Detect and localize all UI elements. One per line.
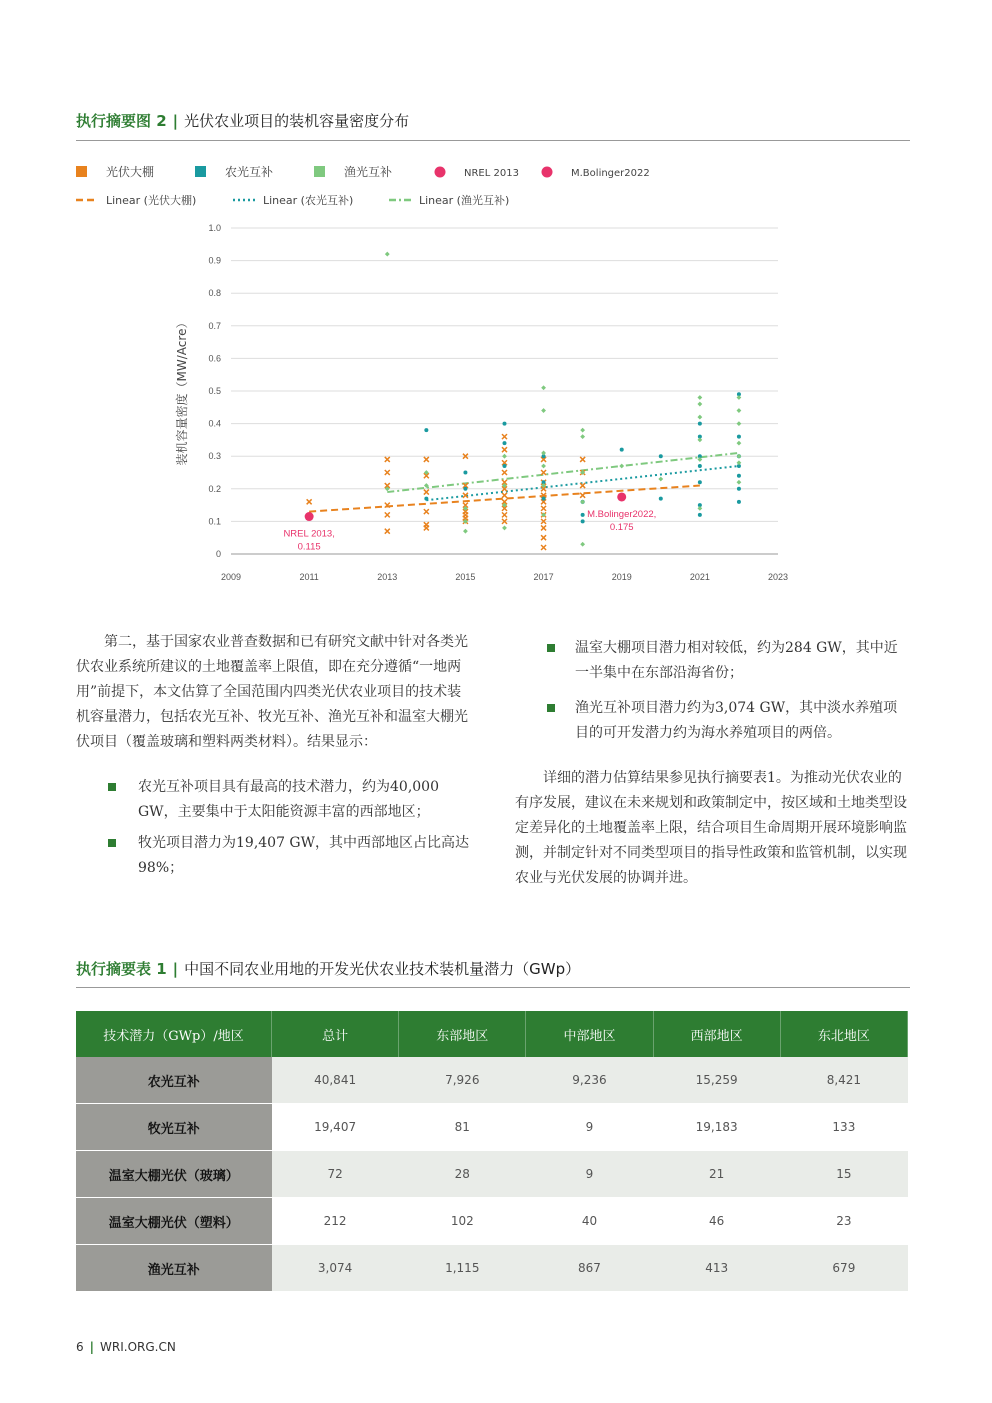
table-header-cell: 东部地区 [399,1011,526,1057]
bullet-item [515,636,910,686]
data-point [580,499,585,504]
x-tick-label: 2011 [299,572,319,582]
data-point [698,513,702,517]
data-point [737,474,741,478]
y-tick-label: 0.8 [208,288,221,299]
y-tick-label: 0.1 [208,516,221,527]
table-cell: 15 [780,1151,907,1198]
bullet-text: 牧光项目潜力为19,407 GW，其中西部地区占比高达98%； [138,835,470,876]
bullet-item [108,831,470,881]
table-cell: 9 [526,1151,653,1198]
table-row [76,1151,908,1198]
data-point [463,529,468,534]
table-header-cell: 东北地区 [780,1011,907,1057]
row-header-cell: 农光互补 [76,1057,272,1104]
data-point [424,525,429,530]
reference-point [617,492,626,501]
intro-paragraph: 第二，基于国家农业普查数据和已有研究文献中针对各类光伏农业系统所建议的土地覆盖率上限值，即在充分遵循“一地两用”前提下，本文估算了全国范围内四类光伏农业项目的技术装机容量潜力，包括农光互补、牧光互补、渔光互补和温室大棚光伏项目（覆盖玻璃和塑料两类材料）。结果显示： [76,634,468,750]
bullet-text: 农光互补项目具有最高的技术潜力，约为40,000 GW，主要集中于太阳能资源丰富的西部地区； [138,779,439,820]
data-point [737,487,741,491]
table-cell: 40 [526,1198,653,1245]
legend-label: Linear (农光互补) [263,194,354,207]
table-cell: 679 [780,1245,907,1292]
data-point [502,470,507,475]
table-row [76,1198,908,1245]
bullet-marker [547,704,555,712]
data-point [541,385,546,390]
data-point [659,454,663,458]
data-point [541,408,546,413]
table-header-cell: 总计 [272,1011,399,1057]
body-left-column [76,630,470,881]
data-point [698,422,702,426]
page-number: 6 [76,1340,84,1354]
data-point [737,435,741,439]
data-point [503,464,507,468]
table-cell: 9 [526,1104,653,1151]
data-point [581,513,585,517]
y-tick-label: 0.5 [208,386,221,396]
legend-label: 渔光互补 [344,165,393,179]
data-point [541,506,546,511]
body-right-column [515,636,910,891]
data-point [502,526,507,531]
bullet-item [515,696,910,746]
legend-marker [314,166,325,177]
data-point [697,402,702,407]
y-tick-label: 0.7 [208,320,221,331]
y-tick-label: 1.0 [208,223,221,233]
data-point [580,493,585,498]
data-point [424,509,429,514]
bullet-item [108,775,470,825]
data-point [697,438,702,443]
legend-label: NREL 2013 [464,168,519,179]
legend-label: 农光互补 [225,165,274,179]
legend-label: M.Bolinger2022 [571,168,650,179]
y-tick-label: 0.3 [208,451,221,462]
y-tick-label: 0.6 [208,353,221,364]
table-cell: 212 [272,1198,399,1245]
data-point [503,422,507,426]
table-title [76,958,580,979]
table-row [76,1245,908,1292]
legend-marker [76,166,87,177]
data-point [542,497,546,501]
data-point [541,464,546,469]
data-annotation: M.Bolinger2022, [587,508,657,520]
data-point [737,460,742,465]
table-cell: 133 [780,1104,907,1151]
table-cell: 9,236 [526,1057,653,1104]
legend-label: Linear (渔光互补) [419,194,510,207]
data-annotation: NREL 2013, [283,528,335,540]
data-point [385,252,390,257]
legend-label: Linear (光伏大棚) [106,194,197,207]
table-cell: 72 [272,1151,399,1198]
data-point [307,499,312,504]
data-point [580,542,585,547]
data-point [737,454,742,459]
bullet-marker [547,644,555,652]
legend-marker [542,167,553,178]
data-point [541,525,546,530]
conclusion-paragraph: 详细的潜力估算结果参见执行摘要表1。为推动光伏农业的有序发展，建议在未来规划和政策制定中，按区域和土地类型设定差异化的土地覆盖率上限，结合项目生命周期开展环境影响监测，并制定针对不同类型项目的指导性政策和监管机制，以实现农业与光伏发展的协调并进。 [515,770,907,886]
table-label: 执行摘要表 1 [76,960,167,978]
data-point [580,483,585,488]
data-point [737,408,742,413]
data-point [541,451,546,456]
y-tick-label: 0.9 [208,255,221,266]
data-point [424,490,429,495]
table-header-row [76,1011,908,1057]
footer-separator: | [89,1340,95,1354]
data-point [737,441,742,446]
legend-label: 光伏大棚 [106,165,155,179]
data-point [737,500,741,504]
data-point [697,415,702,420]
data-point [619,464,624,469]
x-tick-label: 2021 [689,572,710,582]
data-point [541,545,546,550]
table-cell: 867 [526,1245,653,1292]
x-tick-label: 2013 [377,572,398,582]
data-annotation: 0.115 [297,541,321,553]
potential-table [76,1011,908,1292]
y-tick-label: 0 [215,549,221,559]
data-point [502,454,507,459]
data-point [580,457,585,462]
data-point [541,470,546,475]
data-point [580,434,585,439]
table-cell: 40,841 [272,1057,399,1104]
table-cell: 8,421 [780,1057,907,1104]
data-point [385,512,390,517]
data-point [737,421,742,426]
table-header-cell: 技术潜力（GWp）/地区 [76,1011,272,1057]
table-cell: 7,926 [399,1057,526,1104]
table-cell: 46 [653,1198,780,1245]
table-row [76,1104,908,1151]
table-cell: 413 [653,1245,780,1292]
data-point [541,535,546,540]
data-point [658,477,663,482]
table-cell: 3,074 [272,1245,399,1292]
data-point [503,441,507,445]
table-title-rule [76,987,910,988]
figure-title [76,110,409,131]
table-row [76,1057,908,1104]
table-cell: 28 [399,1151,526,1198]
data-point [698,464,702,468]
figure-title-rule [76,140,910,141]
footer-site: WRI.ORG.CN [100,1340,176,1354]
data-point [698,480,702,484]
table-cell: 1,115 [399,1245,526,1292]
table-header-cell: 西部地区 [653,1011,780,1057]
data-point [424,497,428,501]
data-point [737,480,742,485]
table-cell: 21 [653,1151,780,1198]
row-header-cell: 温室大棚光伏（塑料） [76,1198,272,1245]
title-separator: | [172,112,179,130]
figure-label: 执行摘要图 2 [76,112,167,130]
bullet-text: 渔光互补项目潜力约为3,074 GW，其中淡水养殖项目的可开发潜力约为海水养殖项目的两倍。 [575,700,898,741]
row-header-cell: 牧光互补 [76,1104,272,1151]
data-point [424,428,428,432]
table-header-cell: 中部地区 [526,1011,653,1057]
bullet-marker [108,839,116,847]
x-tick-label: 2023 [767,572,789,582]
figure-title-text: 光伏农业项目的装机容量密度分布 [184,112,410,130]
data-annotation: 0.175 [609,521,634,533]
reference-point [305,512,314,521]
data-point [502,493,507,498]
y-tick-label: 0.4 [208,418,221,429]
data-point [463,487,467,491]
data-point [620,448,624,452]
table-cell: 23 [780,1198,907,1245]
data-point [697,506,702,511]
data-point [737,395,742,400]
row-header-cell: 渔光互补 [76,1245,272,1292]
scatter-chart [0,150,992,590]
y-axis-label: 装机容量密度（MW/Acre） [175,316,189,466]
x-tick-label: 2017 [533,572,554,582]
data-point [385,529,390,534]
data-point [424,457,429,462]
title-separator: | [172,960,179,978]
data-point [502,447,507,452]
table-cell: 102 [399,1198,526,1245]
bullet-marker [108,783,116,791]
table-title-text: 中国不同农业用地的开发光伏农业技术装机量潜力（GWp） [184,960,581,978]
data-point [581,519,585,523]
table-cell: 15,259 [653,1057,780,1104]
x-tick-label: 2015 [455,572,476,582]
data-point [463,471,467,475]
y-tick-label: 0.2 [208,483,221,494]
table-cell: 19,183 [653,1104,780,1151]
page-footer [76,1340,176,1354]
data-point [385,470,390,475]
data-point [385,457,390,462]
row-header-cell: 温室大棚光伏（玻璃） [76,1151,272,1198]
legend-marker [435,167,446,178]
x-tick-label: 2009 [220,572,242,582]
data-point [659,497,663,501]
data-point [580,428,585,433]
table-cell: 81 [399,1104,526,1151]
legend-marker [195,166,206,177]
data-point [502,434,507,439]
x-tick-label: 2019 [611,572,632,582]
data-point [697,395,702,400]
bullet-text: 温室大棚项目潜力相对较低，约为284 GW，其中近一半集中在东部沿海省份； [575,640,898,681]
data-point [502,512,507,517]
table-cell: 19,407 [272,1104,399,1151]
